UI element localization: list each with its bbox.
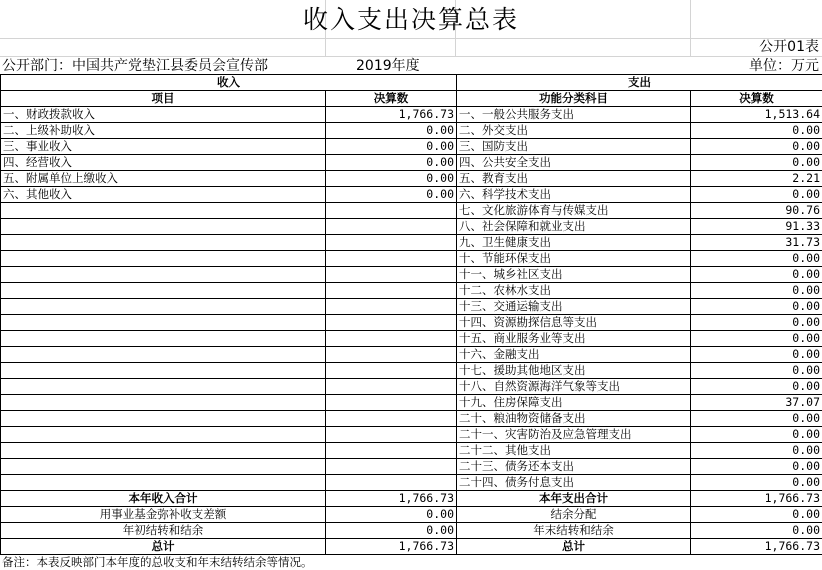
empty-cell [1,219,326,235]
expense-item-value: 0.00 [691,347,822,363]
expense-item-label: 十二、农林水支出 [457,283,691,299]
empty-cell [326,427,457,443]
col-func-item-header: 功能分类科目 [457,91,691,107]
summary-value: 0.00 [326,523,457,539]
expense-item-label: 二十二、其他支出 [457,443,691,459]
empty-cell [326,267,457,283]
summary-value: 0.00 [691,523,822,539]
empty-cell [1,395,326,411]
department-label: 公开部门：中国共产党垫江县委员会宣传部 [2,58,268,74]
table-row [1,315,822,331]
expense-item-value: 0.00 [691,299,822,315]
expense-item-label: 四、公共安全支出 [457,155,691,171]
footnote: 备注：本表反映部门本年度的总收支和年末结转结余等情况。 [2,555,313,569]
expense-item-value: 0.00 [691,427,822,443]
summary-row [1,523,822,539]
income-item-label: 一、财政拨款收入 [1,107,326,123]
summary-label: 本年收入合计 [1,491,326,507]
summary-value: 0.00 [691,507,822,523]
expense-item-value: 1,513.64 [691,107,822,123]
empty-cell [1,283,326,299]
summary-label: 结余分配 [457,507,691,523]
page-title: 收入支出决算总表 [302,5,519,34]
empty-cell [1,363,326,379]
empty-cell [326,347,457,363]
expense-item-value: 0.00 [691,475,822,491]
empty-cell [326,475,457,491]
summary-label: 总计 [457,539,691,555]
table-row [1,107,822,123]
expense-item-value: 0.00 [691,459,822,475]
empty-cell [1,411,326,427]
empty-cell [1,347,326,363]
summary-label: 用事业基金弥补收支差额 [1,507,326,523]
expense-item-value: 0.00 [691,331,822,347]
table-row [1,251,822,267]
income-section-header: 收入 [1,75,457,91]
summary-row [1,539,822,555]
empty-cell [326,411,457,427]
table-row [1,299,822,315]
expense-item-value: 0.00 [691,155,822,171]
summary-value: 1,766.73 [691,491,822,507]
empty-cell [1,203,326,219]
empty-cell [1,299,326,315]
expense-item-value: 37.07 [691,395,822,411]
summary-value: 1,766.73 [691,539,822,555]
summary-label: 年初结转和结余 [1,523,326,539]
expense-item-label: 十四、资源勘探信息等支出 [457,315,691,331]
expense-item-value: 0.00 [691,315,822,331]
empty-cell [326,235,457,251]
table-row [1,235,822,251]
empty-cell [1,267,326,283]
table-row [1,347,822,363]
empty-cell [326,459,457,475]
summary-label: 年末结转和结余 [457,523,691,539]
income-item-label: 四、经营收入 [1,155,326,171]
empty-cell [326,395,457,411]
table-row [1,395,822,411]
empty-cell [326,251,457,267]
table-row [1,411,822,427]
table-row [1,203,822,219]
expense-item-value: 0.00 [691,411,822,427]
summary-row [1,507,822,523]
table-row [1,427,822,443]
income-item-value: 0.00 [326,123,457,139]
table-row [1,219,822,235]
expense-item-label: 二十一、灾害防治及应急管理支出 [457,427,691,443]
table-row [1,187,822,203]
income-item-value: 1,766.73 [326,107,457,123]
empty-cell [1,379,326,395]
expense-item-label: 二十四、债务付息支出 [457,475,691,491]
empty-cell [1,475,326,491]
expense-item-value: 0.00 [691,363,822,379]
expense-item-value: 91.33 [691,219,822,235]
summary-row [1,491,822,507]
empty-cell [1,251,326,267]
expense-section-header: 支出 [457,75,822,91]
table-row [1,379,822,395]
empty-cell [326,299,457,315]
empty-cell [326,203,457,219]
empty-cell [1,331,326,347]
fiscal-year: 2019年度 [356,58,420,74]
empty-cell [1,459,326,475]
expense-item-label: 十三、交通运输支出 [457,299,691,315]
grid-line [0,56,822,57]
expense-item-label: 二、外交支出 [457,123,691,139]
table-number: 公开01表 [759,39,819,55]
grid-line [0,38,822,39]
expense-item-value: 0.00 [691,283,822,299]
summary-table [0,74,822,555]
empty-cell [326,315,457,331]
empty-cell [326,363,457,379]
expense-item-label: 五、教育支出 [457,171,691,187]
expense-item-label: 七、文化旅游体育与传媒支出 [457,203,691,219]
income-item-value: 0.00 [326,155,457,171]
income-item-label: 五、附属单位上缴收入 [1,171,326,187]
expense-item-value: 0.00 [691,379,822,395]
unit-label: 单位：万元 [749,58,819,74]
expense-item-value: 0.00 [691,267,822,283]
table-row [1,475,822,491]
table-row [1,171,822,187]
table-row [1,139,822,155]
expense-item-label: 十七、援助其他地区支出 [457,363,691,379]
table-row [1,155,822,171]
table-row [1,283,822,299]
expense-item-label: 三、国防支出 [457,139,691,155]
income-item-value: 0.00 [326,139,457,155]
expense-item-value: 0.00 [691,123,822,139]
income-item-value: 0.00 [326,187,457,203]
expense-item-value: 0.00 [691,251,822,267]
col-amount-header: 决算数 [326,91,457,107]
income-item-label: 六、其他收入 [1,187,326,203]
empty-cell [1,235,326,251]
empty-cell [1,315,326,331]
expense-item-value: 2.21 [691,171,822,187]
expense-item-label: 二十、粮油物资储备支出 [457,411,691,427]
table-row [1,123,822,139]
summary-value: 1,766.73 [326,539,457,555]
summary-value: 1,766.73 [326,491,457,507]
table-section-header [1,75,822,91]
expense-item-value: 31.73 [691,235,822,251]
expense-item-label: 十六、金融支出 [457,347,691,363]
expense-item-label: 十五、商业服务业等支出 [457,331,691,347]
table-row [1,363,822,379]
expense-item-label: 十一、城乡社区支出 [457,267,691,283]
summary-value: 0.00 [326,507,457,523]
table-row [1,459,822,475]
empty-cell [326,283,457,299]
empty-cell [326,379,457,395]
expense-item-label: 十、节能环保支出 [457,251,691,267]
table-row [1,331,822,347]
table-row [1,443,822,459]
empty-cell [326,331,457,347]
col-item-header: 项目 [1,91,326,107]
empty-cell [1,443,326,459]
income-item-label: 三、事业收入 [1,139,326,155]
expense-item-value: 0.00 [691,443,822,459]
empty-cell [1,427,326,443]
income-item-label: 二、上级补助收入 [1,123,326,139]
expense-item-label: 十九、住房保障支出 [457,395,691,411]
expense-item-label: 六、科学技术支出 [457,187,691,203]
empty-cell [326,443,457,459]
expense-item-value: 90.76 [691,203,822,219]
expense-item-value: 0.00 [691,187,822,203]
summary-label: 总计 [1,539,326,555]
expense-item-label: 十八、自然资源海洋气象等支出 [457,379,691,395]
table-column-header [1,91,822,107]
expense-item-label: 八、社会保障和就业支出 [457,219,691,235]
table-row [1,267,822,283]
expense-item-label: 二十三、债务还本支出 [457,459,691,475]
income-item-value: 0.00 [326,171,457,187]
empty-cell [326,219,457,235]
expense-item-value: 0.00 [691,139,822,155]
col-amount2-header: 决算数 [691,91,822,107]
expense-item-label: 九、卫生健康支出 [457,235,691,251]
expense-item-label: 一、一般公共服务支出 [457,107,691,123]
summary-label: 本年支出合计 [457,491,691,507]
